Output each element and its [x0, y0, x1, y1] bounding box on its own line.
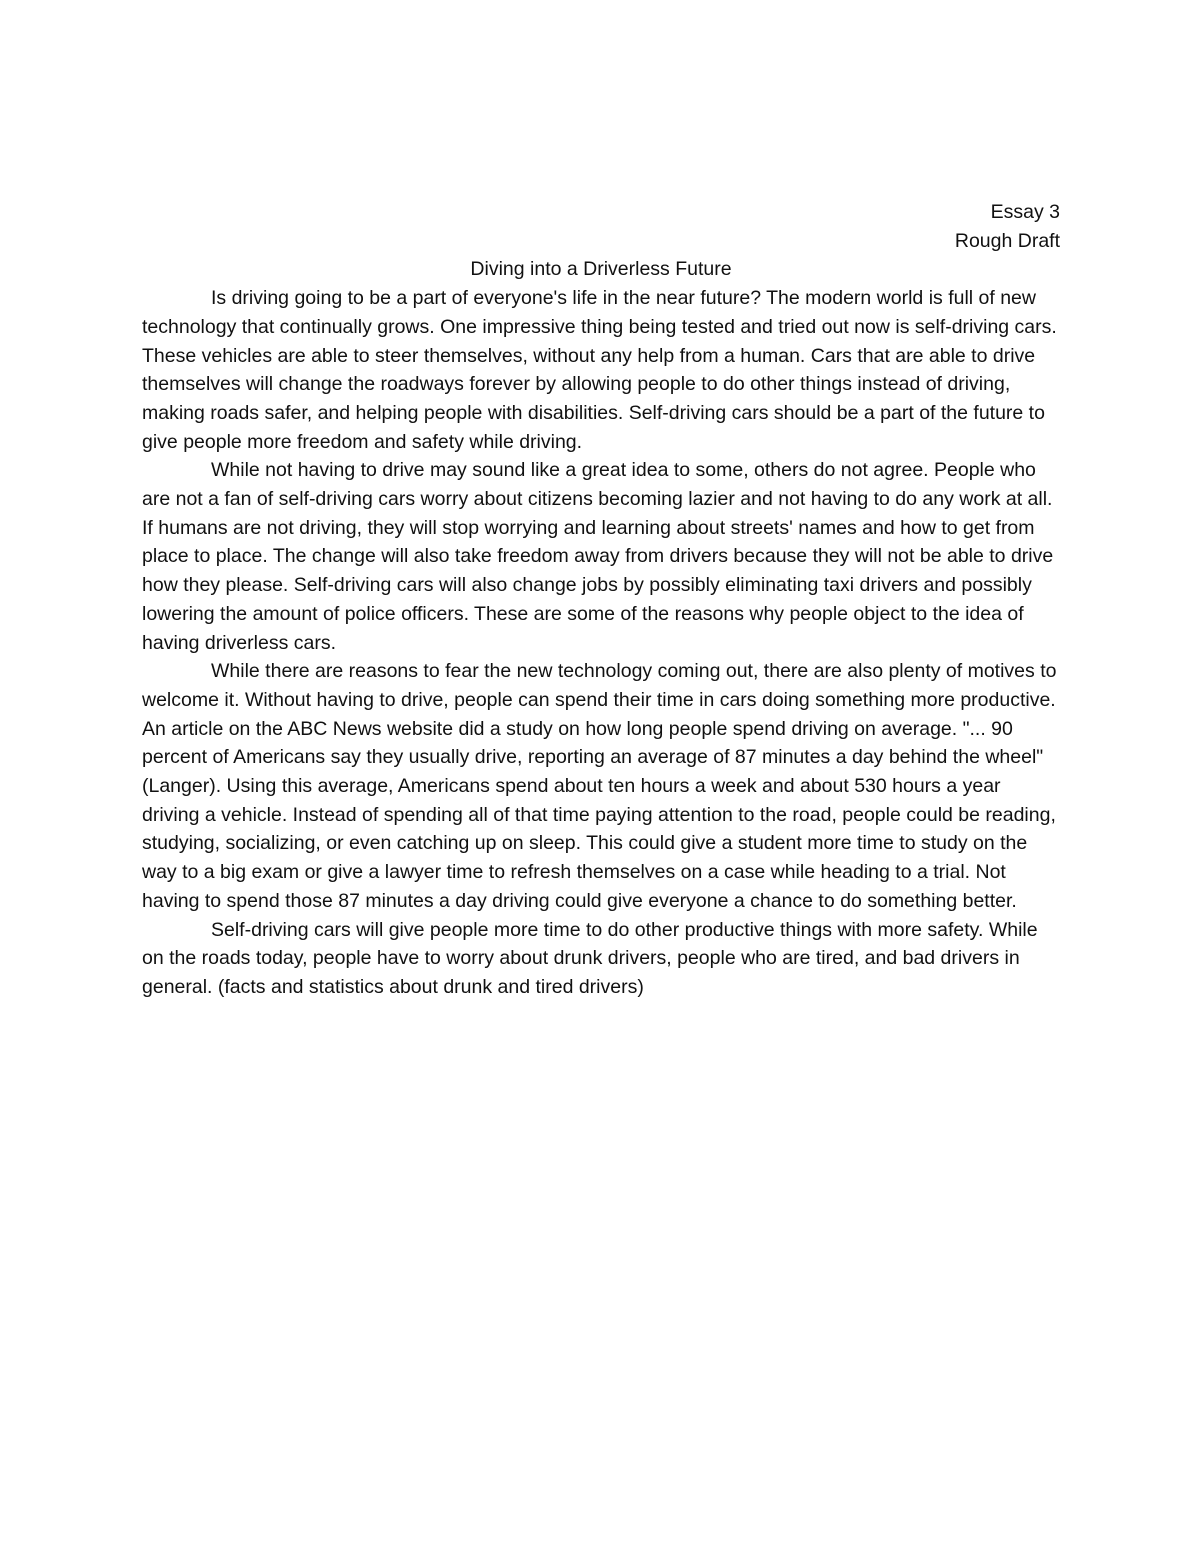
paragraph-3: While there are reasons to fear the new technology coming out, there are also plenty of motives to welcome it. Without having to drive, people can spend their time in cars doing something more productive. An article on the ABC News website did a study on how long people spend driving on average. "... 90 percent of Americans say they usually drive, reporting an average of 87 minutes a day behind the wheel" (Langer). Using this average, Americans spend about ten hours a week and about 530 hours a year driving a vehicle. Instead of spending all of that time paying attention to the road, people could be reading, studying, socializing, or even catching up on sleep. This could give a student more time to study on the way to a big exam or give a lawyer time to refresh themselves on a case while heading to a trial. Not having to spend those 87 minutes a day driving could give everyone a chance to do something better. [142, 660, 1057, 912]
paragraph-1: Is driving going to be a part of everyone's life in the near future? The modern world is full of new technology that continually grows. One impressive thing being tested and tried out now is self-driving cars. These vehicles are able to steer themselves, without any help from a human. Cars that are able to drive themselves will change the roadways forever by allowing people to do other things instead of driving, making roads safer, and helping people with disabilities. Self-driving cars should be a part of the future to give people more freedom and safety while driving. [142, 287, 1057, 453]
draft-label: Rough Draft [954, 229, 1060, 252]
document-title: Diving into a Driverless Future [470, 258, 732, 281]
paragraph-2: While not having to drive may sound like a great idea to some, others do not agree. People who are not a fan of self-driving cars worry about citizens becoming lazier and not having to do any work at all. If humans are not driving, they will stop worrying and learning about streets' names and how to get from place to place. The change will also take freedom away from drivers because they will not be able to drive how they please. Self-driving cars will also change jobs by possibly eliminating taxi drivers and possibly lowering the amount of police officers. These are some of the reasons why people object to the idea of having driverless cars. [142, 459, 1054, 654]
essay-label: Essay 3 [990, 201, 1060, 223]
paragraph-4: Self-driving cars will give people more time to do other productive things with more safety. While on the roads today, people have to worry about drunk drivers, people who are tired, and bad drivers in general. (facts and statistics about drunk and tired drivers) [142, 918, 1038, 998]
document-body [142, 198, 1060, 1002]
